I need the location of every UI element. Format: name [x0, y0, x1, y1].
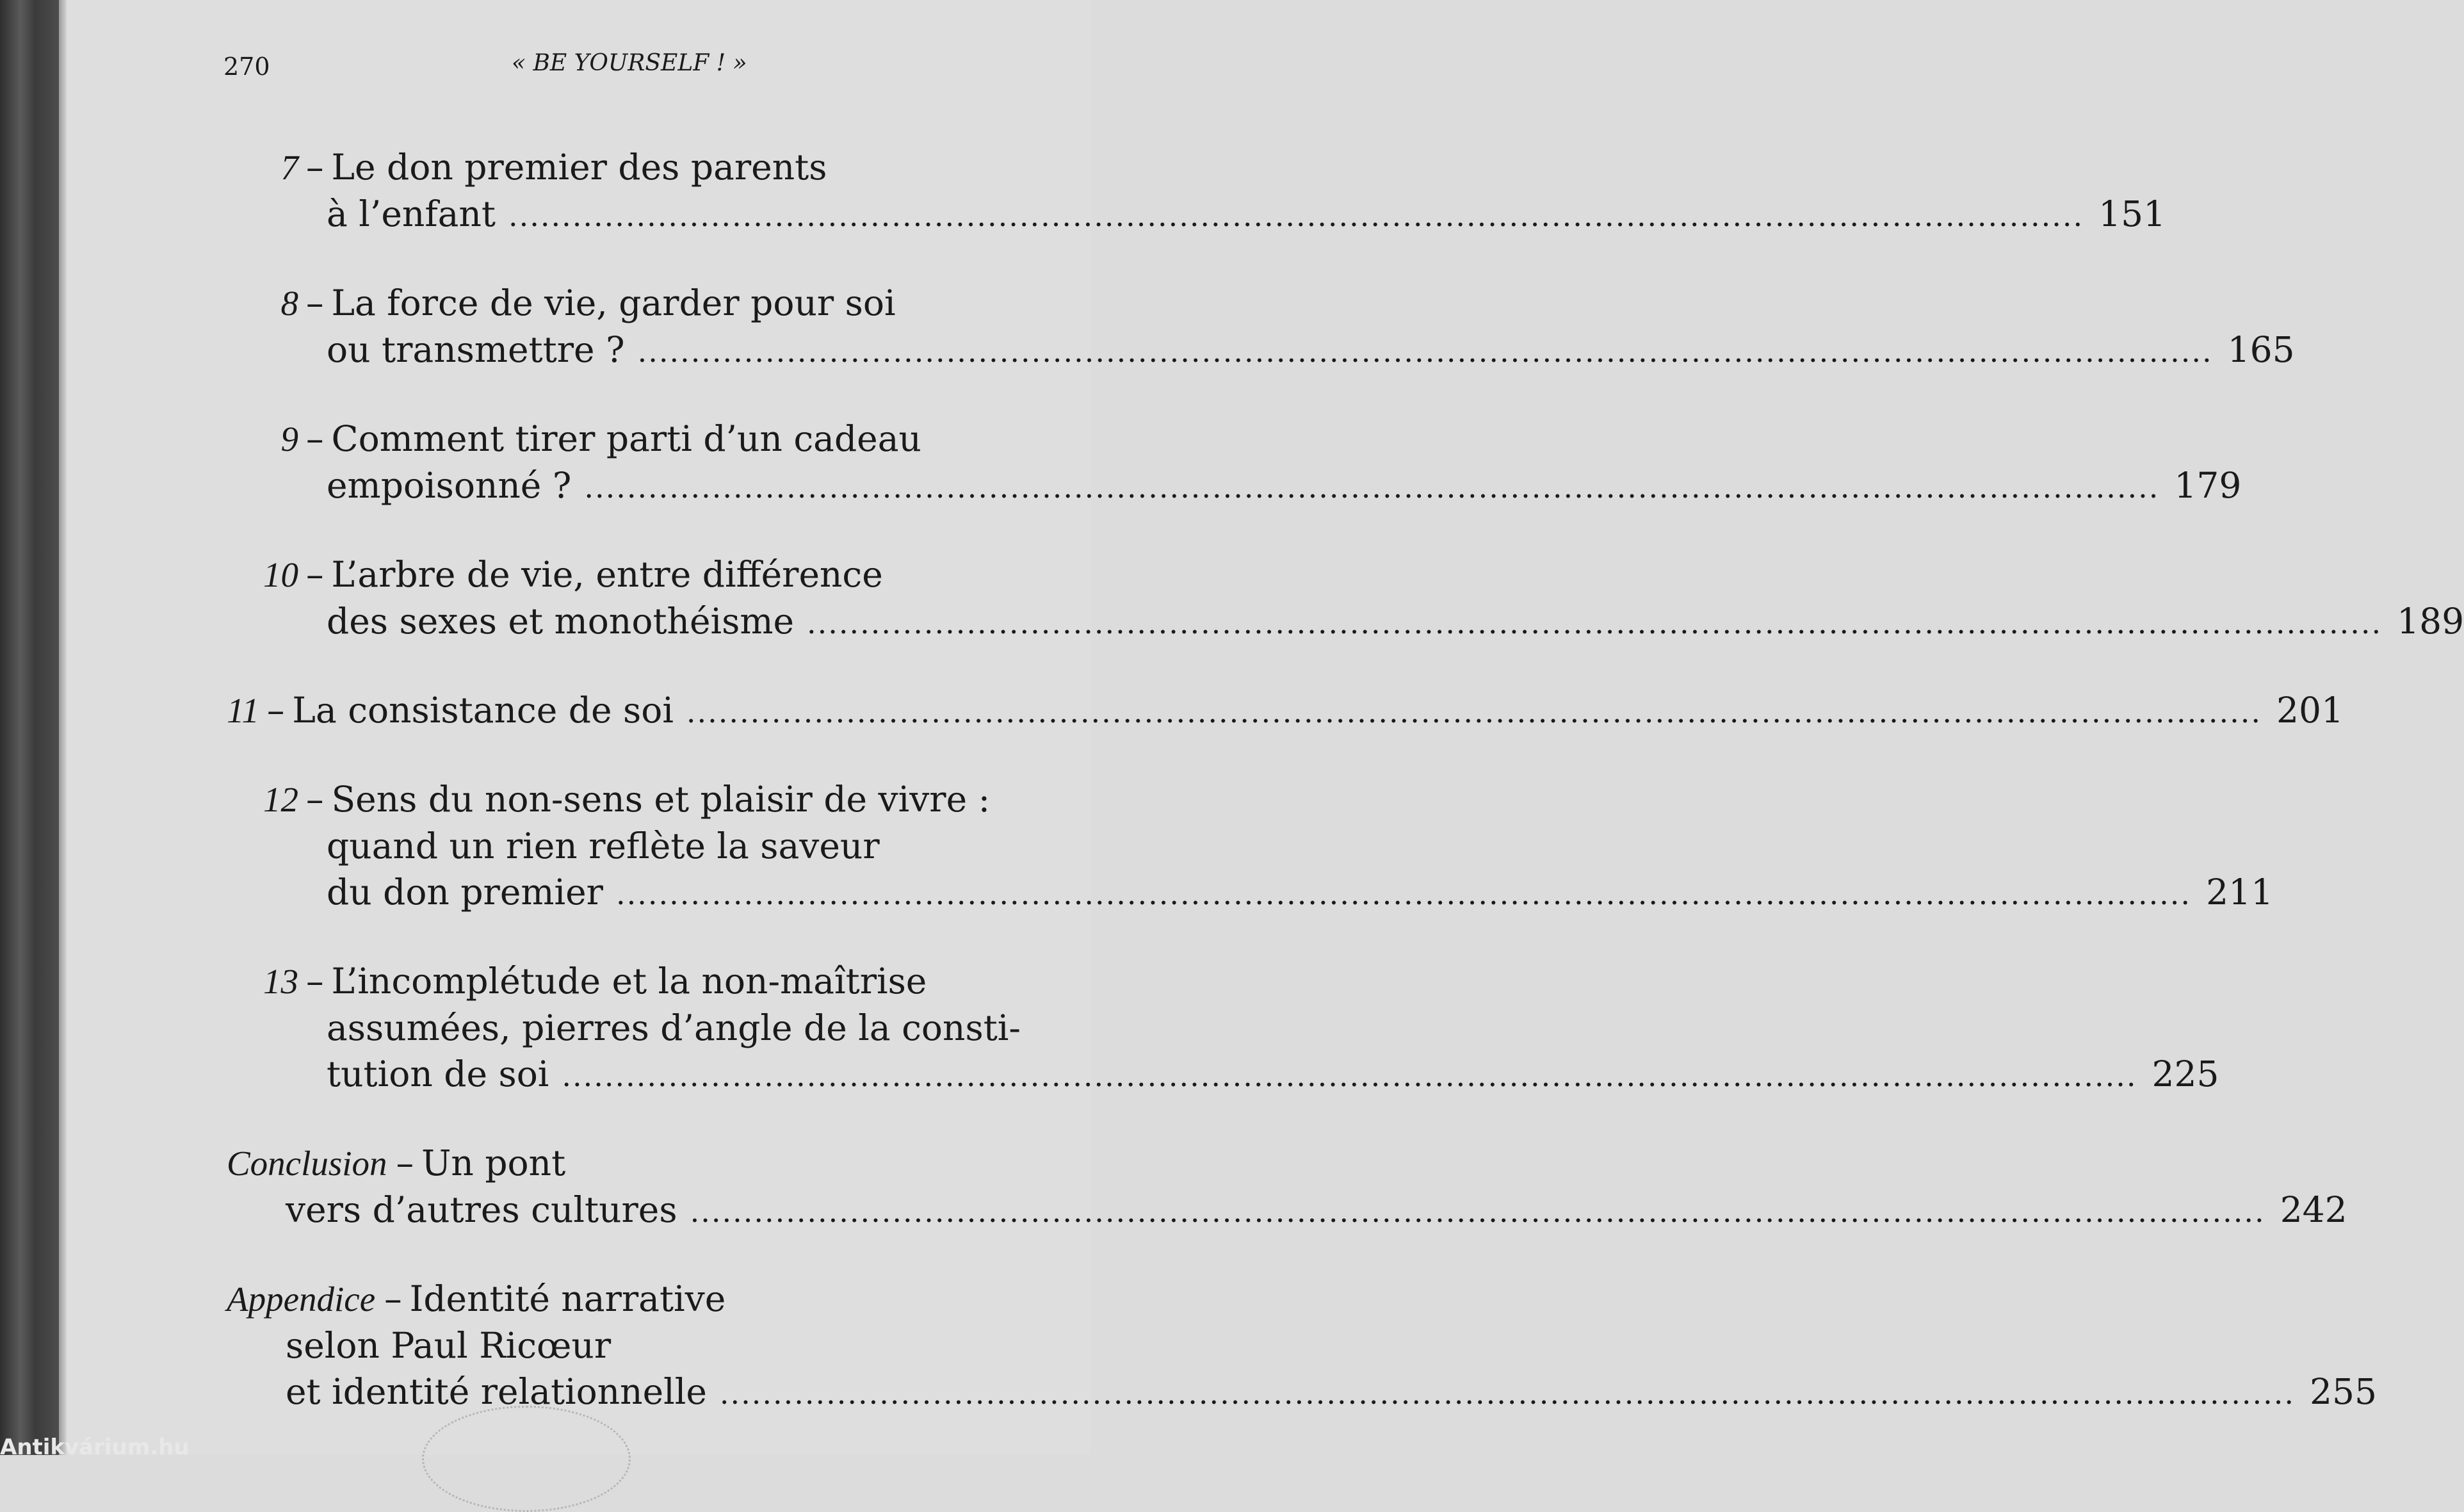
- chapter-number: 9: [280, 419, 298, 459]
- chapter-title-line: empoisonné ?: [327, 465, 572, 506]
- page-reference: 201: [2276, 690, 2344, 731]
- chapter-number: 7: [280, 148, 298, 187]
- book-spine-shadow: [0, 0, 59, 1455]
- dot-leaders: [638, 329, 2213, 375]
- chapter-number: 8: [280, 284, 298, 323]
- chapter-title-line: quand un rien reflète la saveur: [327, 825, 880, 866]
- book-page: [67, 0, 2464, 1455]
- chapter-title-line: Comment tirer parti d’un cadeau: [331, 418, 921, 459]
- dot-leaders: [686, 689, 2262, 735]
- page-reference: 225: [2152, 1053, 2219, 1094]
- page-reference: 179: [2174, 465, 2242, 506]
- dot-leaders: [562, 1053, 2137, 1099]
- chapter-title-line: L’incomplétude et la non-maîtrise: [331, 961, 927, 1002]
- page-reference: 189: [2397, 601, 2464, 642]
- dot-leaders: [508, 193, 2084, 239]
- chapter-title-line: ou transmettre ?: [327, 329, 625, 370]
- dot-leaders: [616, 871, 2191, 917]
- toc-entry-12: 12 – Sens du non-sens et plaisir de vivre : quand un rien reflète la saveur du don premier ..... 211: [227, 776, 1091, 917]
- toc-entry-9: 9 – Comment tirer parti d’un cadeau empoisonné ? ..... 179: [227, 416, 1091, 510]
- toc-entry-conclusion: Conclusion – Un pont vers d’autres cultures ..... 242: [227, 1140, 1091, 1235]
- page-reference: 242: [2280, 1189, 2347, 1230]
- section-label: Appendice: [227, 1280, 376, 1319]
- chapter-title-line: Le don premier des parents: [331, 147, 827, 188]
- chapter-title-line: du don premier: [327, 872, 603, 913]
- chapter-title-line: La force de vie, garder pour soi: [331, 282, 896, 323]
- chapter-number: 11: [227, 691, 259, 730]
- section-label: Conclusion: [227, 1144, 387, 1183]
- page-reference: 255: [2309, 1371, 2377, 1412]
- chapter-title-line: La consistance de soi: [292, 690, 674, 731]
- toc-entry-10: 10 – L’arbre de vie, entre différence des sexes et monothéisme ..... 189: [227, 551, 1091, 646]
- section-title-line: Identité narrative: [409, 1278, 726, 1319]
- chapter-number: 10: [263, 555, 298, 594]
- page-gutter: [59, 0, 67, 1455]
- toc-entry-13: 13 – L’incomplétude et la non-maîtrise assumées, pierres d’angle de la consti- tution de soi ..... 225: [227, 958, 1091, 1099]
- section-title-line: vers d’autres cultures: [286, 1189, 677, 1230]
- chapter-title-line: Sens du non-sens et plaisir de vivre :: [331, 779, 991, 820]
- page-reference: 165: [2227, 329, 2295, 370]
- chapter-title-line: tution de soi: [327, 1053, 549, 1094]
- chapter-title-line: des sexes et monothéisme: [327, 601, 795, 642]
- chapter-number: 12: [263, 780, 298, 819]
- toc-entry-8: 8 – La force de vie, garder pour soi ou transmettre ? ..... 165: [227, 280, 1091, 375]
- dot-leaders: [690, 1189, 2265, 1235]
- page-number: 270: [223, 53, 270, 81]
- dot-leaders: [584, 464, 2159, 510]
- section-title-line: selon Paul Ricœur: [286, 1325, 612, 1366]
- toc-entry-7: 7 – Le don premier des parents à l’enfant ..... 151: [227, 144, 1091, 239]
- chapter-number: 13: [263, 962, 298, 1001]
- table-of-contents: [227, 144, 2464, 1417]
- toc-entry-11: 11 – La consistance de soi ..... 201: [227, 687, 1091, 735]
- library-stamp: [422, 1406, 631, 1512]
- dot-leaders: [720, 1370, 2295, 1417]
- section-title-line: et identité relationnelle: [286, 1371, 707, 1412]
- dot-leaders: [807, 600, 2382, 646]
- chapter-title-line: L’arbre de vie, entre différence: [331, 554, 883, 595]
- watermark: Antikvárium.hu: [0, 1435, 190, 1460]
- chapter-title-line: à l’enfant: [327, 193, 496, 234]
- toc-entry-appendice: Appendice – Identité narrative selon Paul Ricœur et identité relationnelle ..... 255: [227, 1276, 1091, 1417]
- page-reference: 151: [2098, 193, 2166, 234]
- chapter-title-line: assumées, pierres d’angle de la consti-: [327, 1007, 1021, 1048]
- section-title-line: Un pont: [421, 1142, 566, 1183]
- page-reference: 211: [2206, 872, 2274, 913]
- running-head: « BE YOURSELF ! »: [512, 50, 747, 76]
